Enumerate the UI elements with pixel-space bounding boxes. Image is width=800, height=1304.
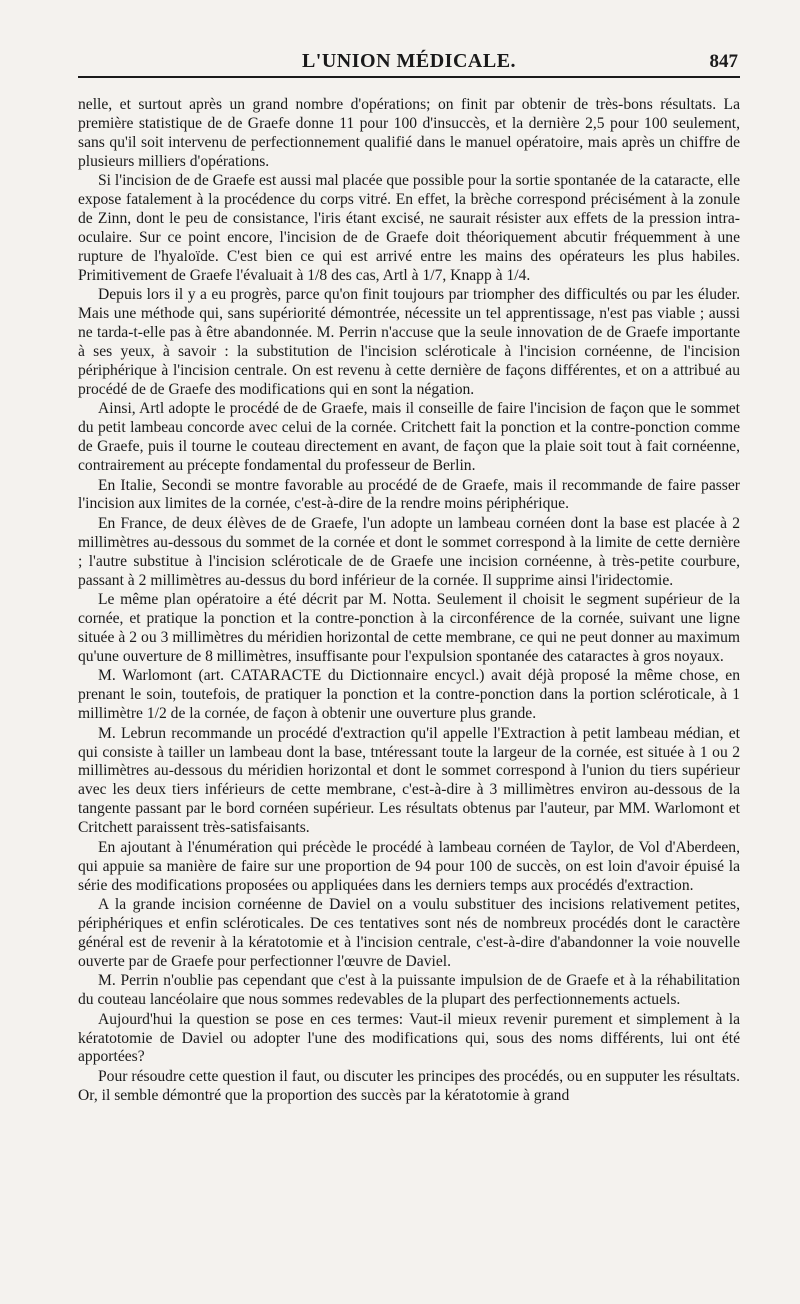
page-number: 847 <box>709 51 738 72</box>
paragraph-10: En ajoutant à l'énumération qui précède le procédé à lambeau cornéen de Taylor, de Vol d'Aberdeen, qui appuie sa manière de faire sur une proportion de 94 pour 100 de succès, on est loin d'avoir épuisé la série des modifications proposées ou appliquées dans les derniers temps aux procédés d'extraction. <box>78 838 740 894</box>
paragraph-8: M. Warlomont (art. CATARACTE du Dictionnaire encycl.) avait déjà proposé la même chose, en prenant le soin, toutefois, de pratiquer la ponction et la contre-ponction dans la portion scléroticale, à 1 millimètre 1/2 de la cornée, de façon à obtenir une ouverture plus grande. <box>78 667 740 723</box>
journal-title: L'UNION MÉDICALE. <box>301 50 517 72</box>
article-body <box>78 96 740 1106</box>
paragraph-6: En France, de deux élèves de de Graefe, l'un adopte un lambeau cornéen dont la base est placée à 2 millimètres au-dessous du sommet de la cornée et dont le sommet correspond à la limite de cette dernière ; l'autre substitue à l'incision scléroticale de de Graefe une incision cornéenne, à très-petite courbure, passant à 2 millimètres au-dessus du bord inférieur de la cornée. Il supprime ainsi l'iridectomie. <box>78 514 740 589</box>
paragraph-3: Depuis lors il y a eu progrès, parce qu'on finit toujours par triompher des difficultés ou par les éluder. Mais une méthode qui, sans supériorité démontrée, nécessite un tel apprentissage, n'est pas viable ; aussi ne tarda-t-elle pas à être abandonnée. M. Perrin n'accuse que la seule innovation de de Graefe importante à ses yeux, à savoir : la substitution de l'incision scléroticale à l'incision cornéenne, de l'incision périphérique à l'incision centrale. On est revenu à cette dernière de façons différentes, et on a attribué au procédé de de Graefe des modifications qui en sont la négation. <box>78 286 740 398</box>
paragraph-4: Ainsi, Artl adopte le procédé de de Graefe, mais il conseille de faire l'incision de façon que le sommet du petit lambeau concorde avec celui de la cornée. Critchett fait la ponction et la contre-ponction comme de Graefe, puis il tourne le couteau directement en avant, de façon que la plaie soit tout à fait cornéenne, contrairement au précepte fondamental du professeur de Berlin. <box>78 400 740 474</box>
paragraph-5: En Italie, Secondi se montre favorable au procédé de de Graefe, mais il recommande de faire passer l'incision aux limites de la cornée, c'est-à-dire de la rendre moins périphérique. <box>78 476 740 513</box>
paragraph-9: M. Lebrun recommande un procédé d'extraction qu'il appelle l'Extraction à petit lambeau médian, et qui consiste à tailler un lambeau dont la base, tntéressant toute la largeur de la cornée, est située à 1 ou 2 millimètres au-dessous du méridien horizontal et dont le sommet correspond à l'union du tiers supérieur avec les deux tiers inférieurs de cette membrane, c'est-à-dire à 3 millimètres environ au-dessous de la tangente passant par le bord cornéen supérieur. Les résultats obtenus par l'auteur, par MM. Warlomont et Critchett paraissent très-satisfaisants. <box>78 724 740 837</box>
running-header <box>78 46 740 78</box>
paragraph-2: Si l'incision de de Graefe est aussi mal placée que possible pour la sortie spontanée de la cataracte, elle expose fatalement à la procédence du corps vitré. En effet, la brèche correspond précisément à la zonule de Zinn, dont le peu de consistance, l'iris étant excisé, ne saurait résister aux effets de la pression intra-oculaire. Sur ce point encore, l'incision de de Graefe doit théoriquement abcutir fréquemment à une rupture de l'hyaloïde. C'est bien ce qui est arrivé entre les mains des opérateurs les plus habiles. Primitivement de Graefe l'évaluait à 1/8 des cas, Artl à 1/7, Knapp à 1/4. <box>78 172 740 284</box>
paragraph-14: Pour résoudre cette question il faut, ou discuter les principes des procédés, ou en supputer les résultats. Or, il semble démontré que la proportion des succès par la kératotomie à grand <box>78 1067 740 1104</box>
paragraph-7: Le même plan opératoire a été décrit par M. Notta. Seulement il choisit le segment supérieur de la cornée, et pratique la ponction et la contre-ponction à la circonférence de la cornée, suivant une ligne située à 2 ou 3 millimètres du méridien horizontal de cette membrane, ce qui ne peut donner au maximum qu'une ouverture de 8 millimètres, insuffisante pour l'expulsion spontanée des cataractes à gros noyaux. <box>78 591 740 665</box>
paragraph-12: M. Perrin n'oublie pas cependant que c'est à la puissante impulsion de de Graefe et à la réhabilitation du couteau lancéolaire que nous sommes redevables de la plupart des perfectionnements actuels. <box>78 972 740 1009</box>
paragraph-1: nelle, et surtout après un grand nombre d'opérations; on finit par obtenir de très-bons résultats. La première statistique de de Graefe donne 11 pour 100 d'insuccès, et la dernière 2,5 pour 100 seulement, sans qu'il soit intervenu de perfectionnement qualifié dans le manuel opératoire, mais après un chiffre de plusieurs milliers d'opérations. <box>78 96 740 170</box>
page <box>78 46 740 1106</box>
paragraph-13: Aujourd'hui la question se pose en ces termes: Vaut-il mieux revenir purement et simplement à la kératotomie de Daviel ou adopter l'une des modifications qui, sous des noms différents, lui ont été apportées? <box>78 1010 740 1066</box>
paragraph-11: A la grande incision cornéenne de Daviel on a voulu substituer des incisions relativement petites, périphériques et enfin scléroticales. De ces tentatives sont nés de nombreux procédés dont le caractère général est de revenir à la kératotomie et à l'incision centrale, c'est-à-dire d'abandonner la voie nouvelle ouverte par de Graefe pour perfectionner l'œuvre de Daviel. <box>78 896 740 970</box>
